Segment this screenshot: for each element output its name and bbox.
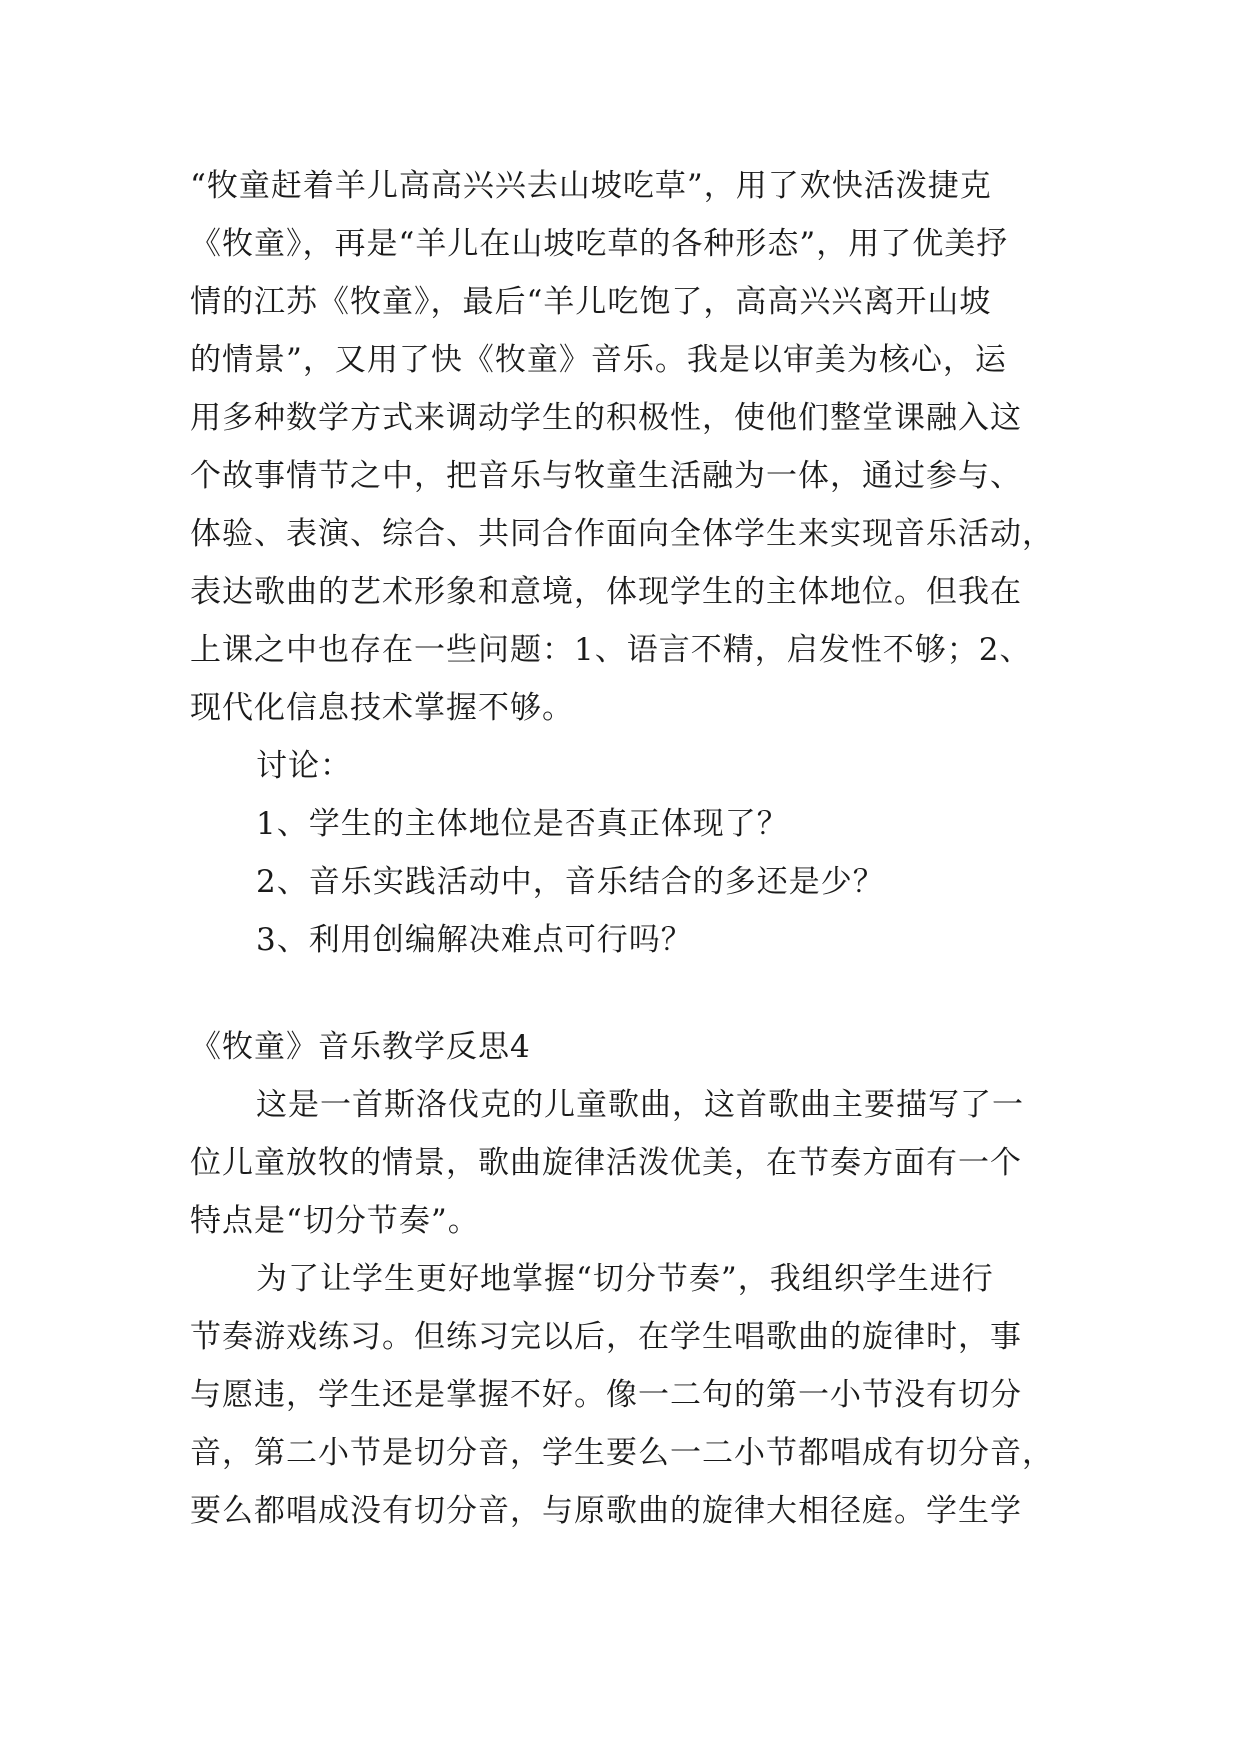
discussion-question: 2、音乐实践活动中，音乐结合的多还是少？ [256, 864, 885, 900]
article-heading: 《牧童》音乐教学反思4 [190, 1029, 531, 1065]
paragraph-line: 情的江苏《牧童》，最后“羊儿吃饱了，高高兴兴离开山坡 [190, 284, 992, 320]
paragraph-line: 表达歌曲的艺术形象和意境，体现学生的主体地位。但我在 [190, 574, 1022, 610]
paragraph-line: 《牧童》，再是“羊儿在山坡吃草的各种形态”，用了优美抒 [190, 226, 1009, 262]
paragraph-line: 音，第二小节是切分音，学生要么一二小节都唱成有切分音， [190, 1435, 1054, 1471]
paragraph-line: 现代化信息技术掌握不够。 [190, 690, 574, 726]
paragraph-line: 与愿违，学生还是掌握不好。像一二句的第一小节没有切分 [190, 1377, 1022, 1413]
paragraph-line: 为了让学生更好地掌握“切分节奏”，我组织学生进行 [256, 1261, 994, 1297]
paragraph-line: 的情景”，又用了快《牧童》音乐。我是以审美为核心，运 [190, 342, 1007, 378]
paragraph-line: 要么都唱成没有切分音，与原歌曲的旋律大相径庭。学生学 [190, 1493, 1022, 1529]
paragraph-line: 个故事情节之中，把音乐与牧童生活融为一体，通过参与、 [190, 458, 1022, 494]
paragraph-line: 体验、表演、综合、共同合作面向全体学生来实现音乐活动， [190, 516, 1054, 552]
paragraph-line: 上课之中也存在一些问题：1、语言不精，启发性不够；2、 [190, 632, 1032, 668]
article-section [190, 1018, 1065, 1540]
paragraph-line: 特点是“切分节奏”。 [190, 1203, 480, 1239]
discussion-label: 讨论： [256, 748, 352, 784]
paragraph-line: 用多种数学方式来调动学生的积极性，使他们整堂课融入这 [190, 400, 1022, 436]
discussion-question: 3、利用创编解决难点可行吗？ [256, 922, 693, 958]
paragraph-line: “牧童赶着羊儿高高兴兴去山坡吃草”，用了欢快活泼捷克 [190, 168, 992, 204]
paragraph-line: 节奏游戏练习。但练习完以后，在学生唱歌曲的旋律时，事 [190, 1319, 1022, 1355]
paragraph-line: 这是一首斯洛伐克的儿童歌曲，这首歌曲主要描写了一 [256, 1087, 1024, 1123]
paragraph-line: 位儿童放牧的情景，歌曲旋律活泼优美，在节奏方面有一个 [190, 1145, 1022, 1181]
reflection-section [190, 157, 1065, 969]
discussion-question: 1、学生的主体地位是否真正体现了？ [256, 806, 789, 842]
